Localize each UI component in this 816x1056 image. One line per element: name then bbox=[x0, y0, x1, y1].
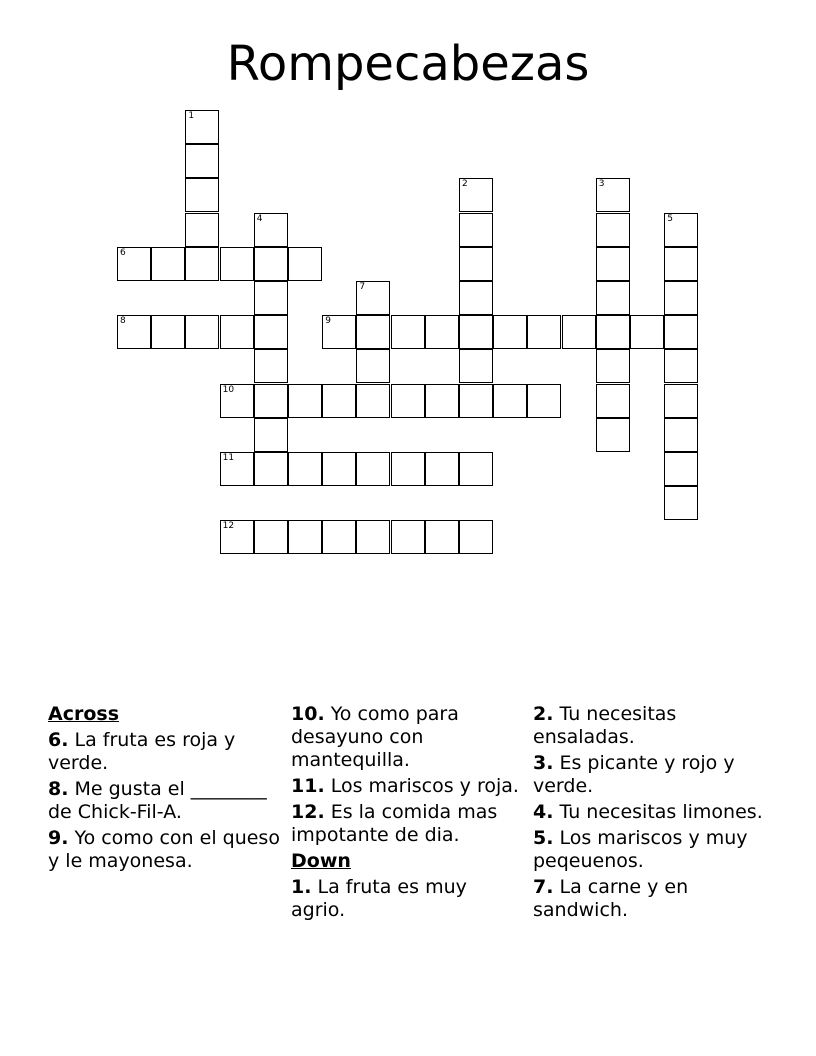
grid-cell[interactable] bbox=[459, 281, 493, 315]
grid-cell[interactable] bbox=[391, 452, 425, 486]
clue-number-label: 7 bbox=[359, 282, 366, 292]
grid-cell[interactable] bbox=[322, 520, 356, 554]
clue-number-label: 4 bbox=[256, 213, 263, 224]
grid-cell[interactable] bbox=[322, 452, 356, 486]
clue-text: Me gusta el ________ de Chick-Fil-A. bbox=[48, 778, 267, 823]
grid-cell[interactable] bbox=[185, 315, 219, 349]
grid-cell[interactable] bbox=[185, 213, 219, 247]
clue-down-7 bbox=[533, 876, 773, 922]
grid-cell[interactable] bbox=[220, 315, 254, 349]
grid-cell[interactable] bbox=[117, 315, 151, 349]
clue-across-10 bbox=[291, 703, 523, 772]
grid-cell[interactable] bbox=[596, 213, 630, 247]
clue-text: Tu necesitas limones. bbox=[553, 801, 763, 823]
grid-cell[interactable] bbox=[425, 452, 459, 486]
grid-cell[interactable] bbox=[151, 247, 185, 281]
grid-cell[interactable] bbox=[664, 281, 698, 315]
grid-cell[interactable] bbox=[254, 384, 288, 418]
clues-column-2 bbox=[291, 703, 523, 925]
clue-number: 2. bbox=[533, 703, 554, 725]
grid-cell[interactable] bbox=[391, 384, 425, 418]
clue-number: 6. bbox=[48, 729, 69, 751]
clue-across-12 bbox=[291, 801, 523, 847]
clues-column-1 bbox=[48, 703, 280, 876]
grid-cell[interactable] bbox=[220, 384, 254, 418]
clue-number-label: 6 bbox=[120, 247, 126, 258]
grid-cell[interactable] bbox=[664, 349, 698, 383]
clue-number: 12. bbox=[291, 801, 325, 823]
grid-cell[interactable] bbox=[664, 247, 698, 281]
clue-number-label: 5 bbox=[667, 213, 673, 224]
clue-number: 10. bbox=[291, 703, 325, 725]
grid-cell[interactable] bbox=[425, 384, 459, 418]
clue-text: La fruta es roja y verde. bbox=[48, 729, 236, 774]
grid-cell[interactable] bbox=[596, 315, 630, 349]
grid-cell[interactable] bbox=[356, 452, 390, 486]
grid-cell[interactable] bbox=[117, 247, 151, 281]
grid-cell[interactable] bbox=[220, 452, 254, 486]
clue-number-label: 11 bbox=[222, 453, 235, 463]
clue-number: 5. bbox=[533, 827, 554, 849]
grid-cell[interactable] bbox=[562, 315, 596, 349]
clue-text: Yo como con el queso y le mayonesa. bbox=[48, 827, 280, 872]
grid-cell[interactable] bbox=[527, 384, 561, 418]
grid-cell[interactable] bbox=[425, 315, 459, 349]
clue-down-4 bbox=[533, 801, 773, 824]
grid-cell[interactable] bbox=[459, 178, 493, 212]
clue-down-1 bbox=[291, 876, 523, 922]
clue-text: Es picante y rojo y verde. bbox=[533, 752, 735, 797]
grid-cell[interactable] bbox=[664, 452, 698, 486]
grid-cell[interactable] bbox=[322, 384, 356, 418]
clue-number: 8. bbox=[48, 778, 69, 800]
grid-cell[interactable] bbox=[493, 315, 527, 349]
clue-number: 4. bbox=[533, 801, 554, 823]
grid-cell[interactable] bbox=[664, 418, 698, 452]
clue-across-9 bbox=[48, 827, 280, 873]
clue-text: La carne y en sandwich. bbox=[533, 876, 689, 921]
grid-cell[interactable] bbox=[356, 384, 390, 418]
grid-cell[interactable] bbox=[356, 349, 390, 383]
clue-number-label: 12 bbox=[222, 521, 235, 532]
grid-cell[interactable] bbox=[254, 281, 288, 315]
grid-cell[interactable] bbox=[254, 213, 288, 247]
grid-cell[interactable] bbox=[220, 520, 254, 554]
grid-cell[interactable] bbox=[151, 315, 185, 349]
clue-number: 11. bbox=[291, 775, 325, 797]
grid-cell[interactable] bbox=[596, 384, 630, 418]
grid-cell[interactable] bbox=[425, 520, 459, 554]
grid-cell[interactable] bbox=[356, 520, 390, 554]
clue-text: La fruta es muy agrio. bbox=[291, 876, 467, 921]
across-heading: Across bbox=[48, 703, 120, 725]
clue-number-label: 3 bbox=[598, 179, 605, 190]
grid-cell[interactable] bbox=[391, 520, 425, 554]
grid-cell[interactable] bbox=[288, 384, 322, 418]
clue-number-label: 1 bbox=[188, 111, 195, 121]
clue-text: Los mariscos y muy peqeuenos. bbox=[533, 827, 748, 872]
clue-down-3 bbox=[533, 752, 773, 798]
clue-down-2 bbox=[533, 703, 773, 749]
grid-cell[interactable] bbox=[596, 247, 630, 281]
grid-cell[interactable] bbox=[459, 384, 493, 418]
grid-cell[interactable] bbox=[493, 384, 527, 418]
grid-cell[interactable] bbox=[459, 213, 493, 247]
clue-number: 1. bbox=[291, 876, 312, 898]
grid-cell[interactable] bbox=[288, 452, 322, 486]
page-title: Rompecabezas bbox=[226, 36, 590, 92]
clues-column-3 bbox=[533, 703, 773, 925]
grid-cell[interactable] bbox=[391, 315, 425, 349]
clue-down-5 bbox=[533, 827, 773, 873]
clue-text: Tu necesitas ensaladas. bbox=[533, 703, 677, 748]
grid-cell[interactable] bbox=[185, 178, 219, 212]
grid-cell[interactable] bbox=[596, 349, 630, 383]
grid-cell[interactable] bbox=[254, 349, 288, 383]
clue-number-label: 8 bbox=[120, 316, 126, 327]
grid-cell[interactable] bbox=[664, 384, 698, 418]
grid-cell[interactable] bbox=[185, 144, 219, 178]
clue-across-11 bbox=[291, 775, 523, 798]
grid-cell[interactable] bbox=[220, 247, 254, 281]
clue-number: 9. bbox=[48, 827, 69, 849]
grid-cell[interactable] bbox=[596, 178, 630, 212]
grid-cell[interactable] bbox=[254, 247, 288, 281]
clue-text: Los mariscos y roja. bbox=[324, 775, 519, 797]
grid-cell[interactable] bbox=[664, 486, 698, 520]
clue-text: Es la comida mas impotante de dia. bbox=[291, 801, 498, 846]
clue-across-6 bbox=[48, 729, 280, 775]
grid-cell[interactable] bbox=[185, 110, 219, 144]
grid-cell[interactable] bbox=[527, 315, 561, 349]
grid-cell[interactable] bbox=[356, 281, 390, 315]
grid-cell[interactable] bbox=[630, 315, 664, 349]
grid-cell[interactable] bbox=[596, 281, 630, 315]
grid-cell[interactable] bbox=[459, 349, 493, 383]
grid-cell[interactable] bbox=[459, 452, 493, 486]
clue-number-label: 2 bbox=[462, 179, 468, 190]
grid-cell[interactable] bbox=[185, 247, 219, 281]
clue-number: 7. bbox=[533, 876, 554, 898]
grid-cell[interactable] bbox=[459, 247, 493, 281]
down-heading: Down bbox=[291, 850, 351, 872]
clue-across-8 bbox=[48, 778, 280, 824]
clue-number-label: 10 bbox=[222, 384, 235, 395]
grid-cell[interactable] bbox=[254, 315, 288, 349]
grid-cell[interactable] bbox=[322, 315, 356, 349]
clue-number: 3. bbox=[533, 752, 554, 774]
grid-cell[interactable] bbox=[459, 520, 493, 554]
grid-cell[interactable] bbox=[254, 452, 288, 486]
grid-cell[interactable] bbox=[356, 315, 390, 349]
grid-cell[interactable] bbox=[596, 418, 630, 452]
clue-number-label: 9 bbox=[325, 316, 331, 327]
grid-cell[interactable] bbox=[254, 418, 288, 452]
grid-cell[interactable] bbox=[288, 520, 322, 554]
grid-cell[interactable] bbox=[288, 247, 322, 281]
grid-cell[interactable] bbox=[459, 315, 493, 349]
grid-cell[interactable] bbox=[254, 520, 288, 554]
grid-cell[interactable] bbox=[664, 315, 698, 349]
grid-cell[interactable] bbox=[664, 213, 698, 247]
clue-text: Yo como para desayuno con mantequilla. bbox=[291, 703, 459, 771]
